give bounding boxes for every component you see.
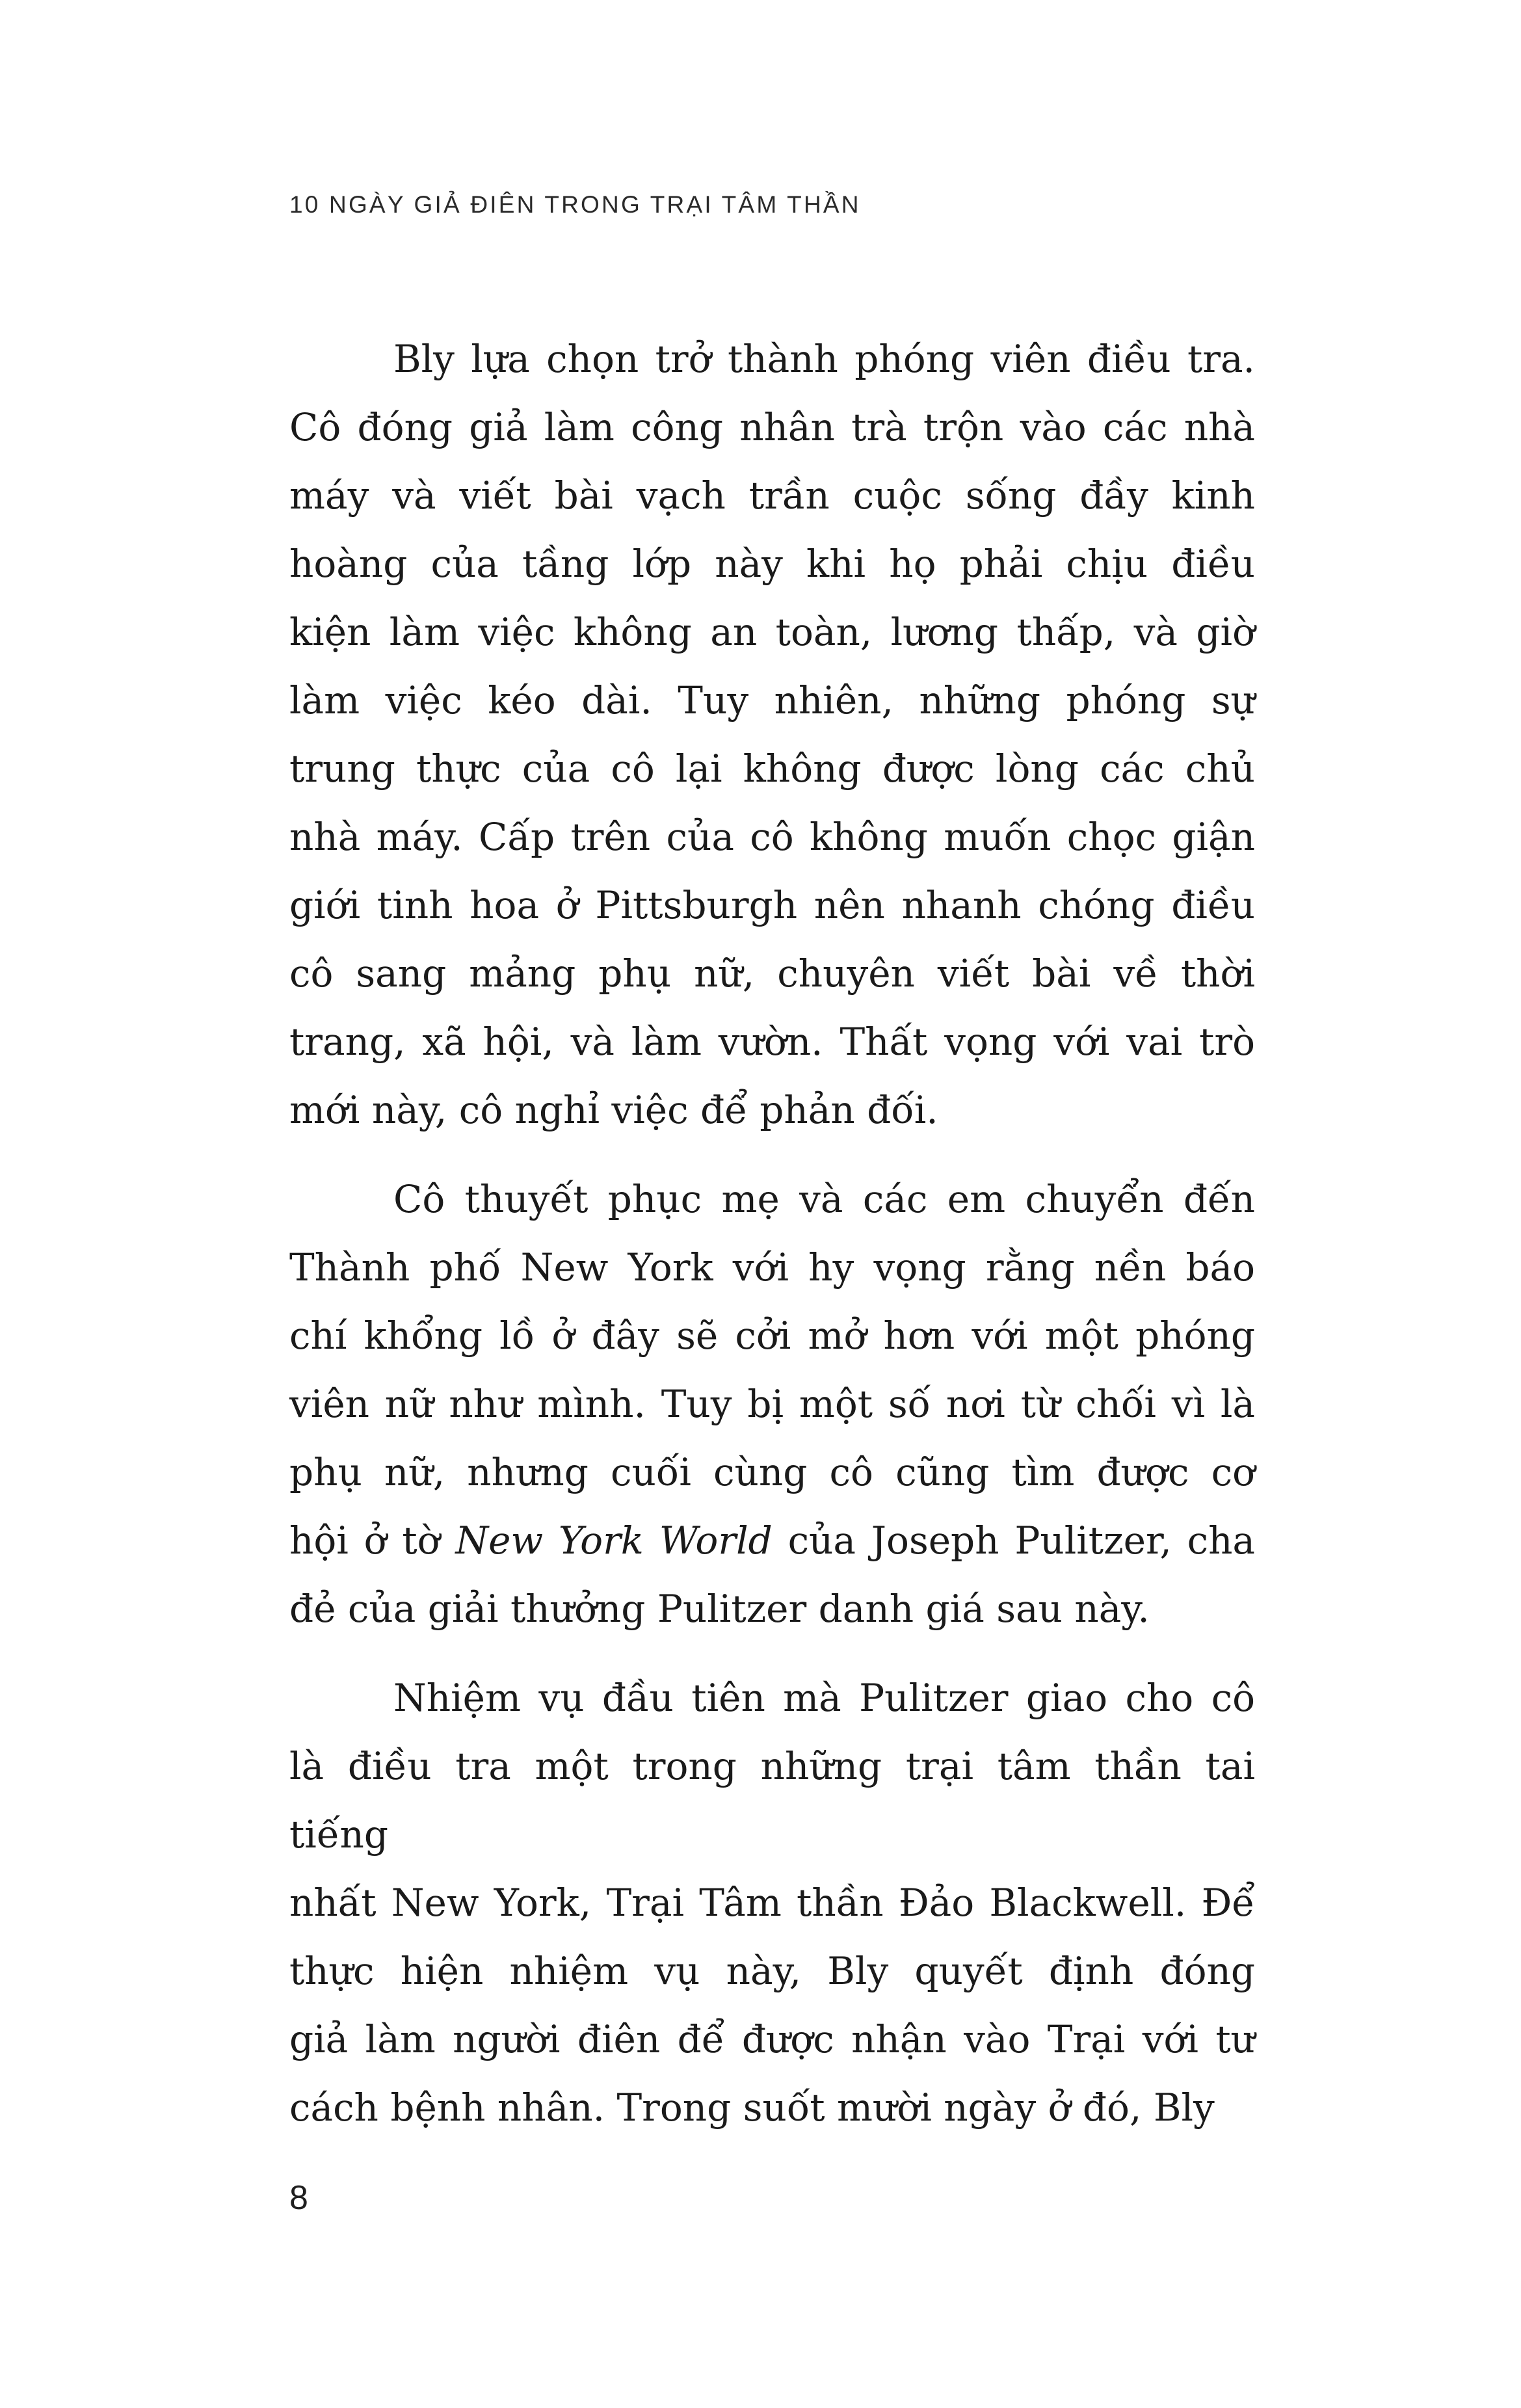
text-line (289, 1438, 1255, 1507)
page-number: 8 (289, 2179, 308, 2217)
text-segment: làm việc kéo dài. Tuy nhiên, những phóng sự (289, 678, 1255, 722)
text-line (289, 1664, 1255, 1732)
text-segment: của Joseph Pulitzer, cha (772, 1518, 1256, 1563)
page-footer (289, 2181, 308, 2215)
running-header-title: 10 NGÀY GIẢ ĐIÊN TRONG TRẠI TÂM THẦN (289, 191, 861, 218)
running-header (289, 192, 861, 218)
text-segment: Cô đóng giả làm công nhân trà trộn vào các nhà (289, 405, 1255, 449)
text-segment: hoàng của tầng lớp này khi họ phải chịu điều (289, 542, 1255, 586)
text-line (289, 1076, 1255, 1144)
text-segment: giới tinh hoa ở Pittsburgh nên nhanh chóng điều (289, 883, 1255, 927)
text-segment: cách bệnh nhân. Trong suốt mười ngày ở đó, Bly (289, 2085, 1215, 2130)
text-line (289, 1507, 1255, 1575)
text-segment: hội ở tờ (289, 1518, 456, 1563)
text-line (289, 1575, 1255, 1643)
text-segment: mới này, cô nghỉ việc để phản đối. (289, 1088, 938, 1132)
text-line (289, 1302, 1255, 1370)
paragraph (289, 325, 1255, 1144)
text-segment: Cô thuyết phục mẹ và các em chuyển đến (393, 1177, 1255, 1221)
text-line (289, 462, 1255, 530)
text-line (289, 667, 1255, 735)
text-line (289, 803, 1255, 871)
text-line (289, 735, 1255, 803)
text-line (289, 1370, 1255, 1438)
text-line (289, 1937, 1255, 2005)
text-segment: Bly lựa chọn trở thành phóng viên điều tra. (393, 337, 1255, 381)
text-line (289, 1869, 1255, 1937)
text-segment: thực hiện nhiệm vụ này, Bly quyết định đóng (289, 1949, 1255, 1993)
text-segment: Thành phố New York với hy vọng rằng nền báo (289, 1245, 1255, 1290)
text-segment: chí khổng lồ ở đây sẽ cởi mở hơn với một phóng (289, 1314, 1255, 1358)
text-line (289, 1008, 1255, 1076)
text-line (289, 940, 1255, 1008)
text-line (289, 530, 1255, 598)
italic-book-title: New York World (455, 1518, 773, 1563)
text-segment: Nhiệm vụ đầu tiên mà Pulitzer giao cho cô (393, 1676, 1255, 1720)
text-segment: cô sang mảng phụ nữ, chuyên viết bài về thời (289, 951, 1255, 996)
text-segment: máy và viết bài vạch trần cuộc sống đầy kinh (289, 473, 1255, 518)
paragraph (289, 1664, 1255, 2142)
text-segment: đẻ của giải thưởng Pulitzer danh giá sau này. (289, 1587, 1150, 1631)
text-segment: trung thực của cô lại không được lòng các chủ (289, 747, 1255, 791)
text-line (289, 325, 1255, 393)
text-line (289, 598, 1255, 667)
text-line (289, 1732, 1255, 1869)
text-segment: giả làm người điên để được nhận vào Trại với tư (289, 2017, 1255, 2061)
text-segment: kiện làm việc không an toàn, lương thấp, và giờ (289, 610, 1255, 654)
text-segment: phụ nữ, nhưng cuối cùng cô cũng tìm được cơ (289, 1450, 1255, 1494)
text-line (289, 2005, 1255, 2074)
text-segment: nhất New York, Trại Tâm thần Đảo Blackwell. Để (289, 1881, 1255, 1925)
paragraphs-container (289, 325, 1255, 2142)
page-body (289, 325, 1255, 2142)
text-line (289, 2074, 1255, 2142)
text-line (289, 1165, 1255, 1234)
text-line (289, 871, 1255, 940)
paragraph (289, 1165, 1255, 1643)
text-line (289, 1234, 1255, 1302)
text-segment: trang, xã hội, và làm vườn. Thất vọng với vai trò (289, 1020, 1255, 1064)
text-line (289, 393, 1255, 462)
text-segment: là điều tra một trong những trại tâm thần tai tiếng (289, 1744, 1255, 1857)
text-segment: nhà máy. Cấp trên của cô không muốn chọc giận (289, 815, 1255, 859)
text-segment: viên nữ như mình. Tuy bị một số nơi từ chối vì là (289, 1382, 1255, 1426)
